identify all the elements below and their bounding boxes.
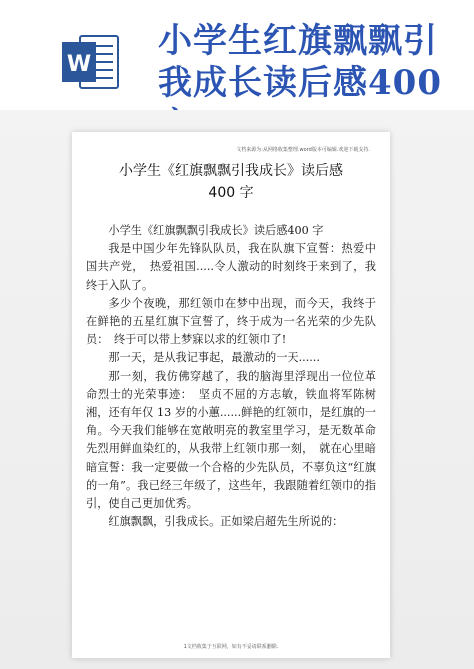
word-logo-icon xyxy=(58,30,122,94)
banner xyxy=(0,0,474,118)
document-page xyxy=(72,132,390,658)
word-logo-letter: W xyxy=(66,52,92,77)
document-title-line1: 小学生《红旗飘飘引我成长》读后感 xyxy=(119,163,343,179)
paragraph: 我是中国少年先锋队队员，我在队旗下宣誓：热爱中国共产党， 热爱祖国.....令人激动的时刻终于来到了，我终于入队了。 xyxy=(86,242,376,292)
paragraph: 红旗飘飘，引我成长。正如梁启超先生所说的： xyxy=(108,515,344,529)
document-title xyxy=(100,160,362,204)
paragraph: 那一刻，我仿佛穿越了，我的脑海里浮现出一位位革命烈士的光荣事迹： 坚贞不屈的方志敏，铁血将军陈树湘，还有年仅 13 岁的小蕙......鲜艳的红领巾，是红旗的一角。今天我们能够在宽敞明亮的教室里学习，是无数革命先烈用鲜血染红的，从我带上红领巾那一刻， 就在心里暗暗宣誓：我一定要做一个合格的少先队员，不辜负这“红旗的一角”。我已经三年级了，这些年，我跟随着红领巾的指引，使自己更加优秀。 xyxy=(86,369,376,511)
paragraph: 那一天，是从我记事起，最激动的一天...... xyxy=(108,351,320,365)
document-body xyxy=(86,222,376,531)
paragraph: 多少个夜晚，那红领巾在梦中出现，而今天，我终于在鲜艳的五星红旗下宣誓了，终于成为一名光荣的少先队员： 终于可以带上梦寐以求的红领巾了! xyxy=(86,296,376,347)
paragraph: 小学生《红旗飘飘引我成长》读后感400 字 xyxy=(108,224,324,237)
footer-note: 1文档收集于互联网，如有不妥请联系删除. xyxy=(183,644,279,650)
banner-title-line1: 小学生红旗飘飘引 xyxy=(158,21,438,61)
document-title-line2: 400 字 xyxy=(208,185,254,201)
banner-title-line2: 我成长读后感400 xyxy=(158,63,442,103)
source-note: 文档来源为:从网络收集整理.word版本可编辑.欢迎下载支持. xyxy=(236,147,370,153)
